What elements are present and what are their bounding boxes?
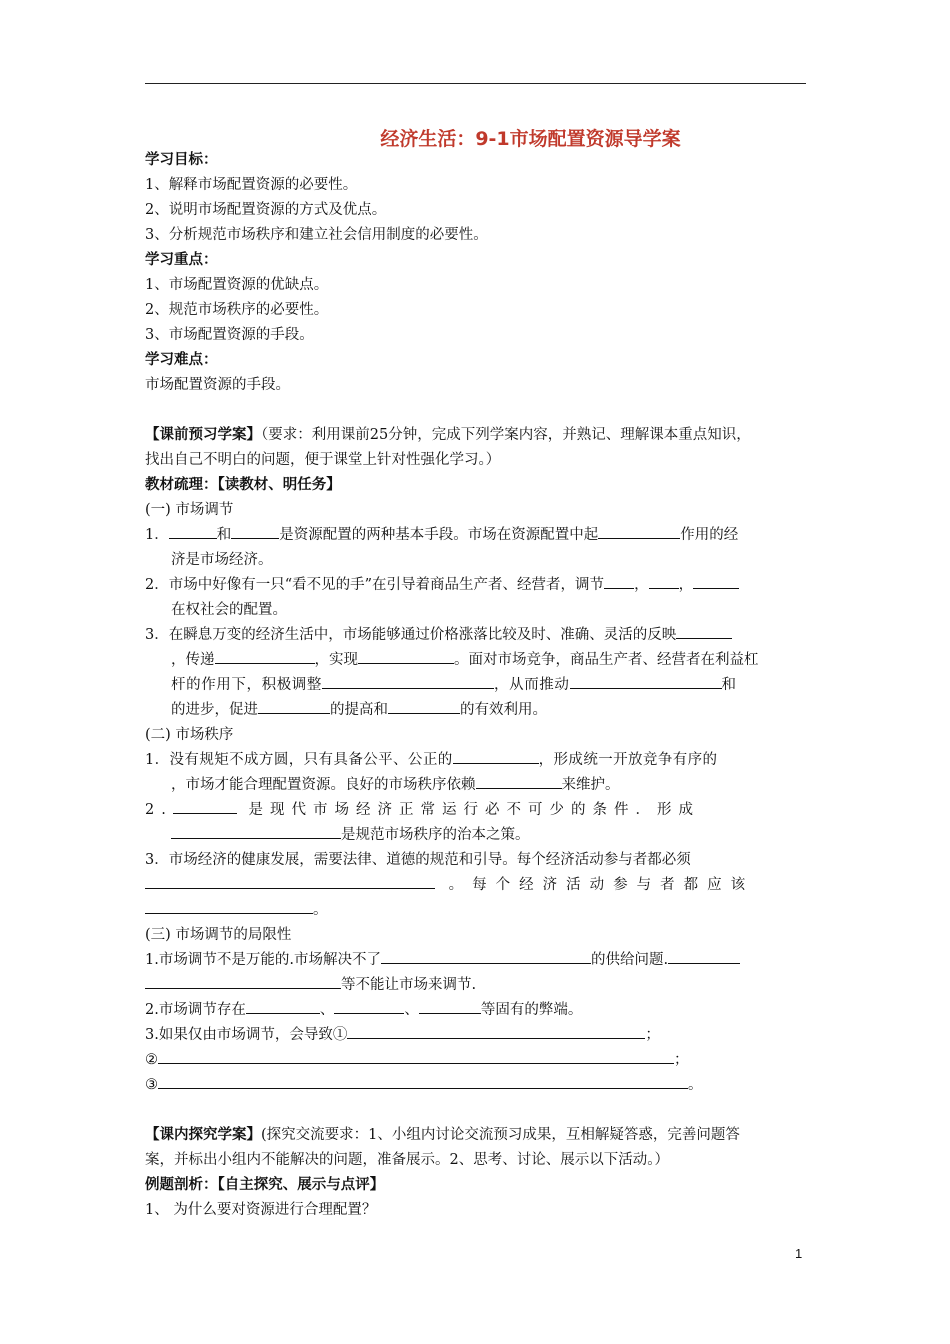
blank[interactable] <box>453 749 539 764</box>
q3-line2: ，传递 ，实现 。面对市场竞争，商品生产者、经营者在利益杠 <box>145 648 832 673</box>
header-rule <box>145 83 806 84</box>
goal-3: 3、分析规范市场秩序和建立社会信用制度的必要性。 <box>145 227 488 243</box>
blank[interactable] <box>334 999 404 1014</box>
blank[interactable] <box>381 949 591 964</box>
section-3-heading: (三) 市场调节的局限性 <box>145 927 292 943</box>
blank[interactable] <box>347 1024 645 1039</box>
r1-line1: 1．没有规矩不成方圆，只有具备公平、公正的 ，形成统一开放竞争有序的 <box>145 748 806 773</box>
goals-heading: 学习目标： <box>145 152 218 168</box>
blank[interactable] <box>322 674 494 689</box>
goal-2: 2、说明市场配置资源的方式及优点。 <box>145 202 387 218</box>
q2-line2: 在权社会的配置。 <box>171 602 287 618</box>
r3-line1: 3．市场经济的健康发展，需要法律、道德的规范和引导。每个经济活动参与者都必须 <box>145 852 691 868</box>
example-1: 1、 为什么要对资源进行合理配置？ <box>145 1202 377 1218</box>
sort-heading: 教材疏理：【读教材、明任务】 <box>145 477 341 493</box>
blank[interactable] <box>388 699 460 714</box>
difficulty-heading: 学习难点： <box>145 352 218 368</box>
blank[interactable] <box>145 974 341 989</box>
inclass-intro: 【课内探究学案】(探究交流要求：1、小组内讨论交流预习成果，互相解疑答惑，完善问题答 <box>145 1127 740 1143</box>
blank[interactable] <box>598 524 680 539</box>
section-2-heading: (二) 市场秩序 <box>145 727 234 743</box>
focus-3: 3、市场配置资源的手段。 <box>145 327 314 343</box>
page-number: 1 <box>795 1246 803 1261</box>
focus-1: 1、市场配置资源的优缺点。 <box>145 277 329 293</box>
blank[interactable] <box>231 524 279 539</box>
r1-line2: ，市场才能合理配置资源。良好的市场秩序依赖 来维护。 <box>145 773 832 798</box>
goal-1: 1、解释市场配置资源的必要性。 <box>145 177 358 193</box>
preview-intro-cont: 找出自己不明白的问题，便于课堂上针对性强化学习。） <box>145 452 501 468</box>
q1-line1: 1． 和 是资源配置的两种基本手段。市场在资源配置中起 作用的经 <box>145 523 806 548</box>
blank[interactable] <box>145 899 313 914</box>
inclass-intro-cont: 案，并标出小组内不能解决的问题，准备展示。2、思考、讨论、展示以下活动。） <box>145 1152 669 1168</box>
blank[interactable] <box>145 874 435 889</box>
blank[interactable] <box>169 524 217 539</box>
q3-line4: 的进步，促进 的提高和 的有效利用。 <box>145 698 832 723</box>
t3-line1: 3.如果仅由市场调节，会导致① ； <box>145 1023 806 1048</box>
blank[interactable] <box>246 999 320 1014</box>
focus-heading: 学习重点： <box>145 252 218 268</box>
r2-line2: 是规范市场秩序的治本之策。 <box>145 823 832 848</box>
r3-line3: 。 <box>145 898 806 923</box>
focus-2: 2、规范市场秩序的必要性。 <box>145 302 329 318</box>
t1-line1: 1.市场调节不是万能的.市场解决不了 的供给问题. <box>145 948 806 973</box>
blank[interactable] <box>693 574 739 589</box>
blank[interactable] <box>158 1049 674 1064</box>
blank[interactable] <box>258 699 330 714</box>
blank[interactable] <box>676 624 732 639</box>
preview-intro: 【课前预习学案】（要求：利用课前25分钟，完成下列学案内容，并熟记、理解课本重点知识， <box>145 427 751 443</box>
page-title: 经济生活：9-1市场配置资源导学案 <box>380 128 681 150</box>
example-heading: 例题剖析：【自主探究、展示与点评】 <box>145 1177 385 1193</box>
q2-line1: 2．市场中好像有一只“看不见的手”在引导着商品生产者、经营者，调节 ， ， <box>145 573 806 598</box>
section-1-heading: (一) 市场调节 <box>145 502 234 518</box>
blank[interactable] <box>419 999 481 1014</box>
blank[interactable] <box>158 1074 688 1089</box>
blank[interactable] <box>171 824 341 839</box>
blank[interactable] <box>649 574 679 589</box>
r2-line1: 2. 是现代市场经济正常运行必不可少的条件．形成 <box>145 798 806 823</box>
difficulty-1: 市场配置资源的手段。 <box>145 377 290 393</box>
blank[interactable] <box>358 649 454 664</box>
q3-line3: 杆的作用下，积极调整 ，从而推动 和 <box>145 673 832 698</box>
blank[interactable] <box>173 799 237 814</box>
r3-line2: 。每个经济活动参与者都应该 <box>145 873 806 898</box>
blank[interactable] <box>570 674 722 689</box>
q3-line1: 3．在瞬息万变的经济生活中，市场能够通过价格涨落比较及时、准确、灵活的反映 <box>145 623 806 648</box>
q1-line2: 济是市场经济。 <box>171 552 273 568</box>
t3-line2: ② ； <box>145 1048 806 1073</box>
blank[interactable] <box>476 774 562 789</box>
blank[interactable] <box>604 574 634 589</box>
t1-line2: 等不能让市场来调节. <box>145 973 806 998</box>
t2-line: 2.市场调节存在 、 、 等固有的弊端。 <box>145 998 806 1023</box>
blank[interactable] <box>215 649 315 664</box>
blank[interactable] <box>668 949 740 964</box>
t3-line3: ③ 。 <box>145 1073 806 1098</box>
